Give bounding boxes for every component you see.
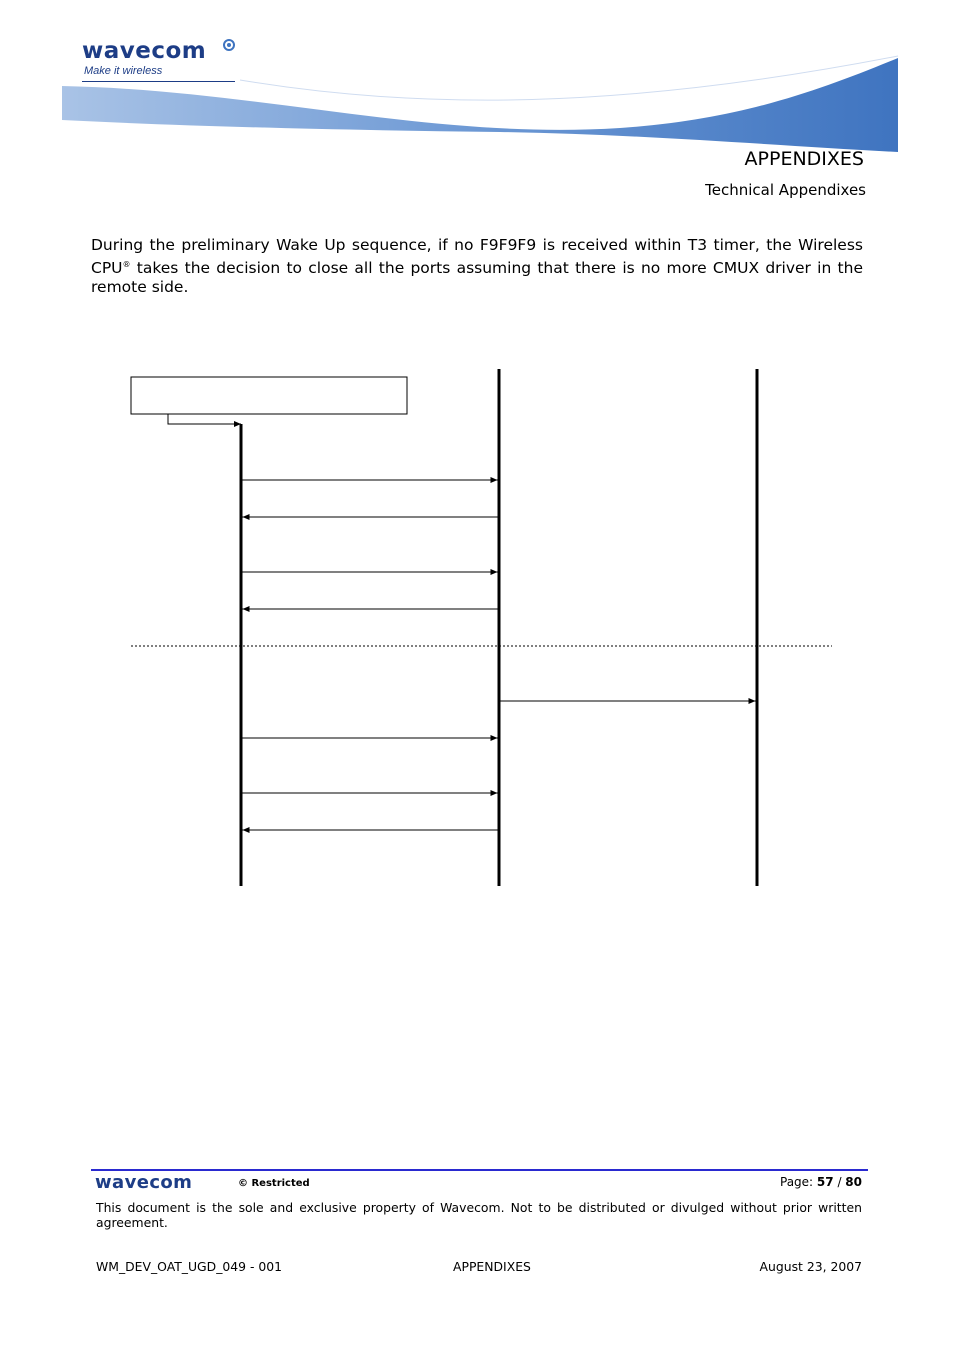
document-date: August 23, 2007 — [759, 1259, 862, 1274]
logo-tagline: Make it wireless — [84, 65, 163, 77]
body-paragraph-part1: During the preliminary Wake Up sequence, if no F9F9F9 is received within T3 timer, the Wireless CPU — [91, 236, 863, 278]
section-title: APPENDIXES — [744, 148, 864, 170]
sequence-diagram — [0, 360, 954, 900]
body-paragraph — [91, 236, 863, 297]
page-current: 57 — [816, 1175, 834, 1189]
page-label: Page: — [780, 1175, 817, 1189]
section-subtitle: Technical Appendixes — [705, 181, 866, 199]
page-number — [780, 1175, 862, 1189]
logo-underline — [82, 81, 235, 82]
logo-swirl-icon — [222, 38, 236, 52]
footer-restricted: © Restricted — [238, 1178, 310, 1189]
note-box — [131, 377, 407, 414]
footer-rule — [91, 1169, 868, 1171]
body-paragraph-part2: takes the decision to close all the ports assuming that there is no more CMUX driver in the remote side. — [91, 259, 863, 297]
footer-notice: This document is the sole and exclusive property of Wavecom. Not to be distributed or divulged without prior written agreement. — [96, 1200, 862, 1230]
page-total: 80 — [845, 1175, 862, 1189]
registered-mark: ® — [122, 260, 131, 269]
footer-section: APPENDIXES — [453, 1259, 531, 1274]
page-separator: / — [833, 1175, 846, 1189]
note-connector-arrow — [168, 414, 241, 424]
footer-wavecom-logo: wavecom — [95, 1172, 193, 1193]
wavecom-logo: wavecom — [82, 38, 207, 64]
document-reference: WM_DEV_OAT_UGD_049 - 001 — [96, 1259, 283, 1274]
